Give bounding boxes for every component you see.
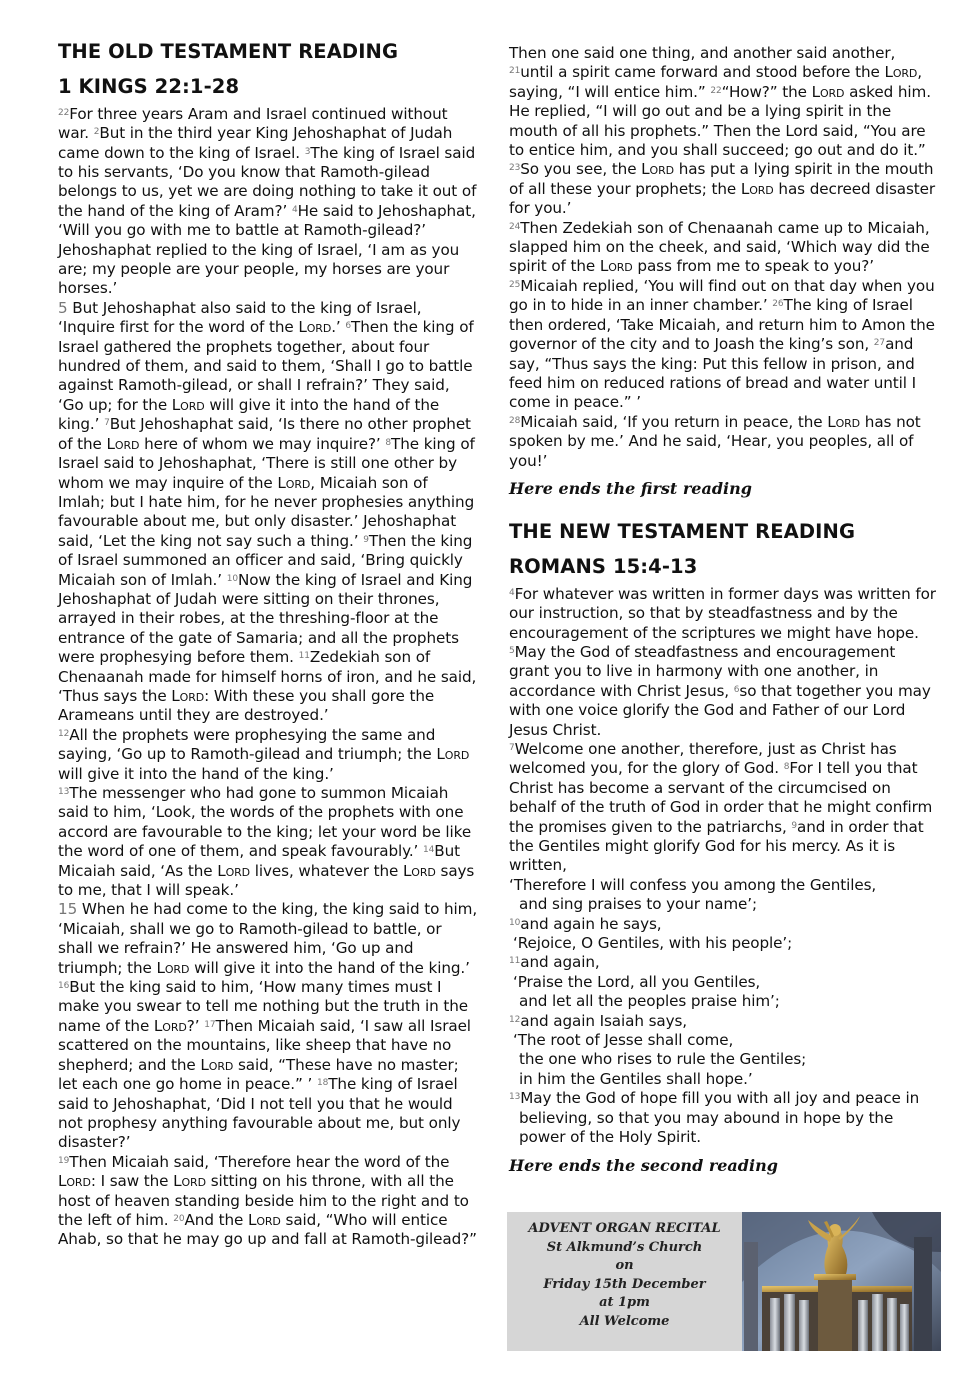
verse-text: said, “These have no master; let each one go home in peace.” ’ bbox=[58, 1055, 459, 1094]
verse-number: 13 bbox=[509, 1092, 521, 1103]
right-column bbox=[509, 44, 939, 1175]
verse-text: and say, “Thus says the king: Put this fellow in prison, and feed him on reduced rations of bread and water until I come in peace.” ’ bbox=[509, 335, 916, 412]
verse-text: For I tell you that Christ has become a servant of the circumcised on behalf of the truth of God in order that he might confirm the promises given to the patriarchs, bbox=[509, 759, 933, 836]
verse-number: 17 bbox=[204, 1019, 216, 1030]
verse-text: Then Micaiah said, ‘Therefore hear the word of the bbox=[69, 1152, 450, 1171]
verse-text: The king of Israel said to Jehoshaphat, ‘There is still one other by whom we may inquire of the bbox=[58, 434, 475, 492]
verse-text: But Jehoshaphat also said to the king of Israel, ‘Inquire first for the word of the bbox=[58, 298, 422, 337]
verse-text: until a spirit came forward and stood before the bbox=[520, 63, 885, 82]
verse-text: Then the king of Israel gathered the prophets together, about four hundred of them, and said to them, ‘Shall I go to battle against Ramoth-gilead, or shall I refrain?’ They said, ‘Go up; for the bbox=[58, 318, 474, 414]
verse-number: 13 bbox=[58, 787, 70, 797]
verse-number: 3 bbox=[304, 146, 311, 157]
lord-small-caps: Lord bbox=[217, 861, 251, 880]
verse-number: 26 bbox=[772, 299, 784, 310]
nt-passage bbox=[509, 585, 939, 1148]
verse-number: 22 bbox=[710, 85, 722, 96]
verse-number: 6 bbox=[345, 321, 352, 332]
recital-title: ADVENT ORGAN RECITAL bbox=[528, 1221, 721, 1236]
verse-text: will give it into the hand of the king.’ bbox=[58, 764, 334, 783]
left-column bbox=[58, 40, 478, 1250]
lord-small-caps: Lord bbox=[436, 745, 470, 764]
verse-number: 20 bbox=[173, 1213, 185, 1224]
second-reading-ending: Here ends the second reading bbox=[509, 1155, 778, 1175]
verse-text: Then the king of Israel summoned an officer and said, ‘Bring quickly Micaiah son of Imlah.’ bbox=[58, 531, 473, 589]
organ-angel-image bbox=[742, 1212, 941, 1351]
verse-number: 23 bbox=[509, 163, 521, 174]
verse-text: Micaiah replied, ‘You will find out on that day when you go in to hide in an inner chamber.’ bbox=[509, 276, 935, 315]
verse-text: But Jehoshaphat said, ‘Is there no other prophet of the bbox=[58, 415, 471, 453]
verse-number: 28 bbox=[509, 415, 521, 426]
lord-small-caps: Lord bbox=[811, 82, 845, 101]
lord-small-caps: Lord bbox=[247, 1210, 281, 1229]
verse-number: 8 bbox=[783, 762, 790, 773]
nt-heading: THE NEW TESTAMENT READING bbox=[509, 519, 856, 543]
verse-number: 11 bbox=[509, 956, 521, 967]
verse-text: But the king said to him, ‘How many times must I make you swear to tell me nothing but the truth in the name of the bbox=[58, 978, 468, 1035]
verse-number: 9 bbox=[791, 820, 798, 831]
verse-text: For whatever was written in former days was written for our instruction, so that by steadfastness and by the encouragement of the scriptures we might have hope. bbox=[509, 584, 936, 642]
verse-number: 12 bbox=[58, 728, 70, 739]
quote-line: in him the Gentiles shall hope.’ bbox=[519, 1069, 753, 1088]
verse-text: ?’ bbox=[186, 1016, 205, 1035]
verse-text: says to me, that I will speak.’ bbox=[58, 861, 475, 900]
verse-number: 7 bbox=[104, 418, 110, 429]
verse-text: has decreed disaster for you.’ bbox=[509, 179, 936, 218]
verse-number: 4 bbox=[509, 587, 515, 598]
verse-text: said, “Who will entice Ahab, so that he may go up and fall at Ramoth-gilead?” bbox=[58, 1210, 477, 1249]
verse-number: 8 bbox=[385, 437, 392, 448]
recital-venue: St Alkmund’s Church bbox=[546, 1239, 703, 1255]
lord-small-caps: Lord bbox=[200, 1055, 234, 1074]
quote-line: and sing praises to your name’; bbox=[519, 895, 758, 914]
lord-small-caps: Lord bbox=[171, 686, 205, 705]
lord-small-caps: Lord bbox=[58, 1172, 91, 1191]
verse-number: 10 bbox=[509, 917, 521, 928]
verse-number: 6 bbox=[733, 684, 740, 695]
verse-text: Then one said one thing, and another said another, bbox=[509, 44, 896, 62]
verse-number: 5 bbox=[58, 298, 68, 317]
verse-text: and again he says, bbox=[520, 914, 662, 933]
verse-number: 16 bbox=[58, 981, 70, 992]
verse-number: 14 bbox=[423, 845, 435, 856]
lord-small-caps: Lord bbox=[884, 63, 918, 82]
verse-number: 24 bbox=[509, 221, 521, 232]
lord-small-caps: Lord bbox=[298, 318, 332, 337]
verse-number: 27 bbox=[873, 338, 886, 349]
verse-number: 9 bbox=[363, 534, 369, 545]
verse-text: When he had come to the king, the king said to him, ‘Micaiah, shall we go to Ramoth-gilead to battle, or shall we refrain?’ He answered him, ‘Go up and triumph; the bbox=[58, 900, 478, 977]
verse-text: So you see, the bbox=[520, 160, 642, 179]
verse-number: 4 bbox=[291, 204, 298, 215]
verse-text: here of whom we may inquire?’ bbox=[139, 434, 386, 453]
quote-line: the one who rises to rule the Gentiles; bbox=[519, 1050, 807, 1069]
lord-small-caps: Lord bbox=[740, 179, 774, 198]
lord-small-caps: Lord bbox=[156, 958, 190, 977]
verse-text: Now the king of Israel and King Jehoshaphat of Judah were sitting on their thrones, arrayed in their robes, at the threshing-floor at the entrance of the gate of Samaria; and all the prophets were prophesying before them. bbox=[58, 570, 473, 667]
lord-small-caps: Lord bbox=[599, 257, 633, 276]
organ-recital-notice bbox=[507, 1212, 941, 1351]
recital-date: Friday 15th December bbox=[543, 1276, 706, 1292]
verse-text: For three years Aram and Israel continued without war. bbox=[58, 104, 448, 143]
lord-small-caps: Lord bbox=[173, 1172, 206, 1191]
verse-number: 21 bbox=[509, 66, 521, 77]
verse-text: “How?” the bbox=[721, 82, 812, 101]
recital-time: at 1pm bbox=[599, 1295, 650, 1311]
verse-text: has not spoken by me.’ And he said, ‘Hear, you peoples, all of you!’ bbox=[509, 412, 921, 470]
ot-passage-part2 bbox=[509, 44, 939, 471]
verse-text: He said to Jehoshaphat, ‘Will you go with me to battle at Ramoth-gilead?’ Jehoshaphat replied to the king of Israel, ‘I am as you are; my people are your people, my horses are your horses.’ bbox=[58, 201, 476, 298]
verse-number: 11 bbox=[298, 651, 310, 662]
verse-text: has put a lying spirit in the mouth of all these your prophets; the bbox=[509, 160, 934, 198]
verse-text: lives, whatever the bbox=[250, 861, 403, 880]
recital-on: on bbox=[615, 1258, 634, 1274]
lord-small-caps: Lord bbox=[827, 412, 861, 431]
ot-reference: 1 KINGS 22:1-28 bbox=[58, 75, 240, 99]
lord-small-caps: Lord bbox=[153, 1016, 187, 1035]
verse-text: Then Zedekiah son of Chenaanah came up to Micaiah, slapped him on the cheek, and said, ‘Which way did the spirit of the bbox=[509, 218, 930, 276]
ot-heading: THE OLD TESTAMENT READING bbox=[58, 40, 399, 63]
verse-number: 2 bbox=[93, 127, 100, 138]
lord-small-caps: Lord bbox=[171, 395, 205, 414]
verse-text: , saying, “I will entice him.” bbox=[509, 63, 923, 101]
verse-text: , Micaiah son of Imlah; but I hate him, for he never prophesies anything favourable about me, but only disaster.’ Jehoshaphat said, ‘Let the king not say such a thing.’ bbox=[58, 473, 475, 550]
verse-13-block bbox=[509, 1089, 939, 1147]
verse-text: and in order that the Gentiles might glorify God for his mercy. As it is written, bbox=[509, 817, 924, 875]
ot-passage-part1 bbox=[58, 105, 478, 1250]
verse-number: 7 bbox=[509, 742, 515, 753]
verse-text: The messenger who had gone to summon Micaiah said to him, ‘Look, the words of the prophets with one accord are favourable to the king; let your word be like the word of one of them, and speak favourably.’ bbox=[58, 784, 472, 861]
verse-text: and again Isaiah says, bbox=[520, 1011, 688, 1030]
verse-number: 25 bbox=[509, 279, 521, 290]
verse-number: 5 bbox=[509, 645, 515, 656]
verse-text: The king of Israel then ordered, ‘Take Micaiah, and return him to Amon the governor of the city and to Joash the king’s son, bbox=[509, 296, 935, 354]
verse-text: .’ bbox=[331, 318, 346, 337]
quote-line: ‘Therefore I will confess you among the Gentiles, bbox=[509, 875, 877, 894]
verse-text: : With these you shall gore the Arameans until they are destroyed.’ bbox=[58, 686, 435, 725]
verse-number: 22 bbox=[58, 107, 70, 118]
lord-small-caps: Lord bbox=[106, 434, 140, 453]
verse-text: : I saw the bbox=[90, 1172, 174, 1191]
verse-text: will give it into the hand of the king.’ bbox=[189, 958, 470, 977]
verse-text: All the prophets were prophesying the same and saying, ‘Go up to Ramoth-gilead and triumph; the bbox=[58, 725, 437, 764]
verse-text: But Micaiah said, ‘As the bbox=[58, 842, 460, 880]
verse-number: 18 bbox=[316, 1078, 329, 1089]
lord-small-caps: Lord bbox=[277, 473, 311, 492]
verse-text: May the God of hope fill you with all joy and peace in believing, so that you may abound in hope by the power of the Holy Spirit. bbox=[519, 1089, 920, 1147]
nt-reference: ROMANS 15:4-13 bbox=[509, 555, 698, 579]
verse-text: Then Micaiah said, ‘I saw all Israel scattered on the mountains, like sheep that have no shepherd; and the bbox=[58, 1016, 471, 1074]
verse-text: and again, bbox=[520, 953, 600, 972]
quote-line: ‘Rejoice, O Gentiles, with his people’; bbox=[513, 934, 793, 953]
verse-number: 19 bbox=[58, 1155, 70, 1166]
verse-text: asked him. He replied, “I will go out and be a lying spirit in the mouth of all his prophets.” Then the Lord said, “You are to entice him, and you shall succeed; go out and do it.” bbox=[509, 82, 931, 160]
recital-welcome: All Welcome bbox=[579, 1313, 670, 1329]
verse-text: Welcome one another, therefore, just as Christ has welcomed you, for the glory of God. bbox=[509, 739, 897, 778]
organ-recital-text bbox=[507, 1220, 742, 1332]
verse-text: May the God of steadfastness and encouragement grant you to live in harmony with one another, in accordance with Christ Jesus, bbox=[509, 642, 896, 700]
verse-text: Zedekiah son of Chenaanah made for himself horns of iron, and he said, ‘Thus says the bbox=[58, 648, 477, 705]
verse-text: And the bbox=[184, 1210, 248, 1229]
verse-text: Micaiah said, ‘If you return in peace, the bbox=[520, 412, 828, 431]
lord-small-caps: Lord bbox=[641, 160, 675, 179]
verse-text: The king of Israel said to his servants, ‘Do you know that Ramoth-gilead belongs to us, yet we are doing nothing to take it out of the hand of the king of Aram?’ bbox=[58, 143, 477, 220]
quote-line: ‘The root of Jesse shall come, bbox=[513, 1031, 734, 1050]
verse-text: The king of Israel said to Jehoshaphat, ‘Did I not tell you that he would not prophesy anything favourable about me, but only disaster?’ bbox=[58, 1075, 461, 1152]
verse-text: so that together you may with one voice glorify the God and Father of our Lord Jesus Christ. bbox=[509, 681, 931, 739]
lord-small-caps: Lord bbox=[402, 861, 436, 880]
first-reading-ending: Here ends the first reading bbox=[509, 478, 752, 498]
verse-number: 12 bbox=[509, 1014, 521, 1025]
verse-text: pass from me to speak to you?’ bbox=[632, 257, 874, 276]
verse-text: But in the third year King Jehoshaphat of Judah came down to the king of Israel. bbox=[58, 124, 453, 162]
verse-number: 15 bbox=[58, 900, 78, 919]
verse-number: 10 bbox=[226, 573, 238, 584]
quote-line: and let all the peoples praise him’; bbox=[519, 992, 780, 1011]
verse-text: sitting on his throne, with all the host of heaven standing beside him to the right and to the left of him. bbox=[58, 1172, 469, 1229]
verse-text: will give it into the hand of the king.’ bbox=[58, 395, 440, 434]
quote-line: ‘Praise the Lord, all you Gentiles, bbox=[513, 972, 761, 991]
